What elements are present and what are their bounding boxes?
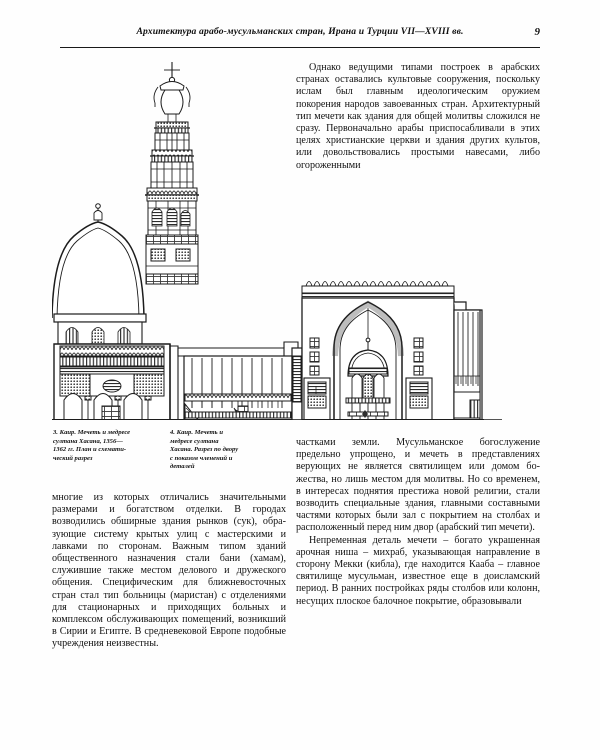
running-header xyxy=(60,26,540,50)
caption-4-line-5: деталей xyxy=(170,463,195,471)
paragraph: многие из которых отличались значительными размерами и богатством отделки. В городах возводились обширные здания рынков (сук), образующие систему крытых улиц с мастерскими и лавками по сторонам. Важным типом зданий общественного назначения стали бани (хамам), служившие также местом делового и дружеского общения. Специфическим для ближневосточных стран стал тип больницы (маристан) с отделениями для стационарных и приходящих больных и комплексом обслуживающих помещений, возникший в Сирии и Египте. В средневековой Европе подобные учреждения неизвестны. xyxy=(52,492,286,650)
courtyard-section xyxy=(302,282,484,421)
header-rule xyxy=(60,47,540,48)
figure-caption-4 xyxy=(170,429,270,472)
caption-3-line-1: 3. Каир. Мечеть и медресе xyxy=(53,429,131,436)
minaret xyxy=(145,62,199,284)
running-header-title: Архитектура арабо-мусульманских стран, Ирана и Турции VII—XVIII вв. xyxy=(136,26,464,37)
caption-4-line-3: Хасана. Разрез по двору xyxy=(170,446,239,454)
caption-3-line-3: 1362 гг. План и схемати- xyxy=(53,446,127,454)
caption-4-line-1: 4. Каир. Мечеть и xyxy=(170,429,223,436)
caption-4-line-4: с показом членений и xyxy=(170,454,233,462)
page-number: 9 xyxy=(534,26,540,38)
iwan-hall-section xyxy=(170,342,302,420)
covered-gallery xyxy=(454,310,480,420)
mausoleum-dome xyxy=(52,56,146,344)
caption-3-line-4: ческий разрез xyxy=(53,454,93,462)
paragraph: Непременная деталь мечети – богато украшенная арочная ниша – михраб, указывающая направление в сторону Мекки (кибла), где находится Кааба – главное святилище мусульман, известное еще в доисламский период. В ранних постройках ряды столбов или колонн, несущих плоское балочное покрытие, образовывали xyxy=(296,534,540,607)
caption-4-line-2: медресе султана xyxy=(170,437,219,445)
figure-caption-3 xyxy=(53,429,161,463)
caption-3-line-2: султана Хасана, 1356— xyxy=(53,437,123,445)
crenellation xyxy=(304,282,452,287)
mausoleum-chamber xyxy=(52,344,170,420)
paragraph: частками земли. Мусульманское богослужение предельно упрощено, и мечеть в представлениях верующих не является святилищем или домом божества, но лишь местом для молитвы. Но со временем, в интересах поднятия престижа новой религии, стали возводить специальные здания, главными составными частями которых были зал с покрытием на столбах и расположенный перед ним двор (арабский тип мечети). xyxy=(296,437,540,534)
left-column-body xyxy=(52,492,286,651)
paragraph: Однако ведущими типами построек в арабских странах оставались культовые сооружения, поскольку ислам был главным идеологическим оружием покорения народов завоеванных стран. Архитектурный тип мечети как здания для общей молитвы сложился не сразу. Первоначально арабы приспосабливали в этих целях христианские церкви и здания других культов, или довольствовались простыми навесами, либо огороженными xyxy=(296,62,540,171)
right-column-upper xyxy=(296,62,540,172)
right-column-lower xyxy=(296,437,540,608)
